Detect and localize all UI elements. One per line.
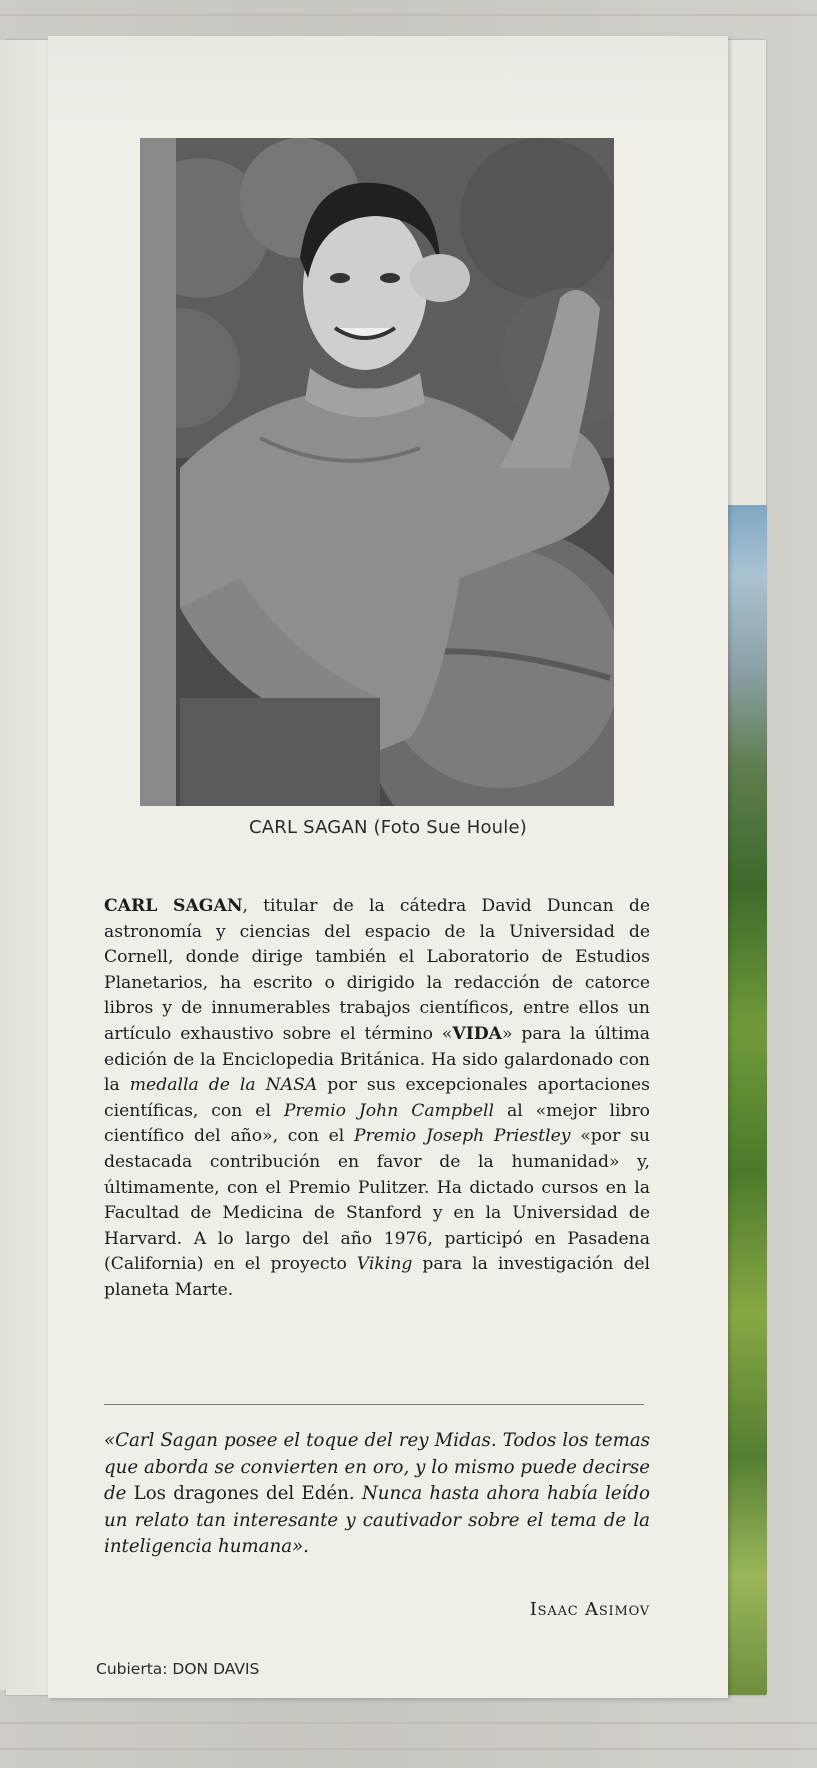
author-name: CARL SAGAN [104,896,243,916]
award-nasa: medalla de la NASA [129,1075,318,1096]
author-portrait-photo [140,138,614,806]
quote-text: «Carl Sagan posee el toque del rey Midas. Todos los temas que aborda se convierten en oro, y lo mismo puede decirse de [104,1430,650,1504]
inner-flap-fold [0,40,53,1690]
author-biography [104,894,650,1304]
book-flap [48,36,728,1698]
project-viking: Viking [356,1254,413,1275]
wood-grain [0,14,817,16]
bio-text: «por su destacada contribución en favor de la humanidad» y, últimamente, con el Premio Pulitzer. Ha dictado cursos en la Facultad de Medicina de Stanford y en la Universidad de Harvard. A lo largo del año 1976, participó en Pasadena (California) en el proyecto [104,1126,650,1275]
cover-edge-strip [725,505,767,1695]
photo-caption: CARL SAGAN (Foto Sue Houle) [249,817,527,838]
bio-text: » para la última edición de la Enciclopedia Británica. Ha sido galardonado con la [104,1023,650,1096]
bio-text: , titular de la cátedra David Duncan de astronomía y ciencias del espacio de la Universidad de Cornell, donde dirige también el Laboratorio de Estudios Planetarios, ha escrito o dirigido la redacción de catorce libros y de innumerables trabajos científicos, entre ellos un artículo exhaustivo sobre el término « [104,896,650,1044]
quote-text: . Nunca hasta ahora había leído un relato tan interesante y cautivador sobre el tema de la inteligencia humana». [104,1483,651,1557]
book-title: Los dragones del Edén [133,1483,349,1504]
divider-rule [104,1404,644,1405]
award-priestley: Premio Joseph Priestley [354,1126,571,1147]
bio-text: por sus excepcionales aportaciones científicas, con el [104,1075,650,1121]
quote-author: Isaac Asimov [529,1599,650,1620]
bio-text: para la investigación del planeta Marte. [104,1254,650,1300]
bio-text: al «mejor libro científico del año», con el [104,1100,651,1147]
flap-top-band [48,36,728,132]
wood-grain [0,1748,817,1750]
wood-grain [0,1722,817,1724]
portrait-photo-icon [140,138,614,806]
cover-credit: Cubierta: DON DAVIS [96,1660,260,1678]
vida-term: VIDA [452,1023,502,1044]
award-campbell: Premio John Campbell [283,1100,495,1121]
asimov-quote [104,1428,650,1561]
